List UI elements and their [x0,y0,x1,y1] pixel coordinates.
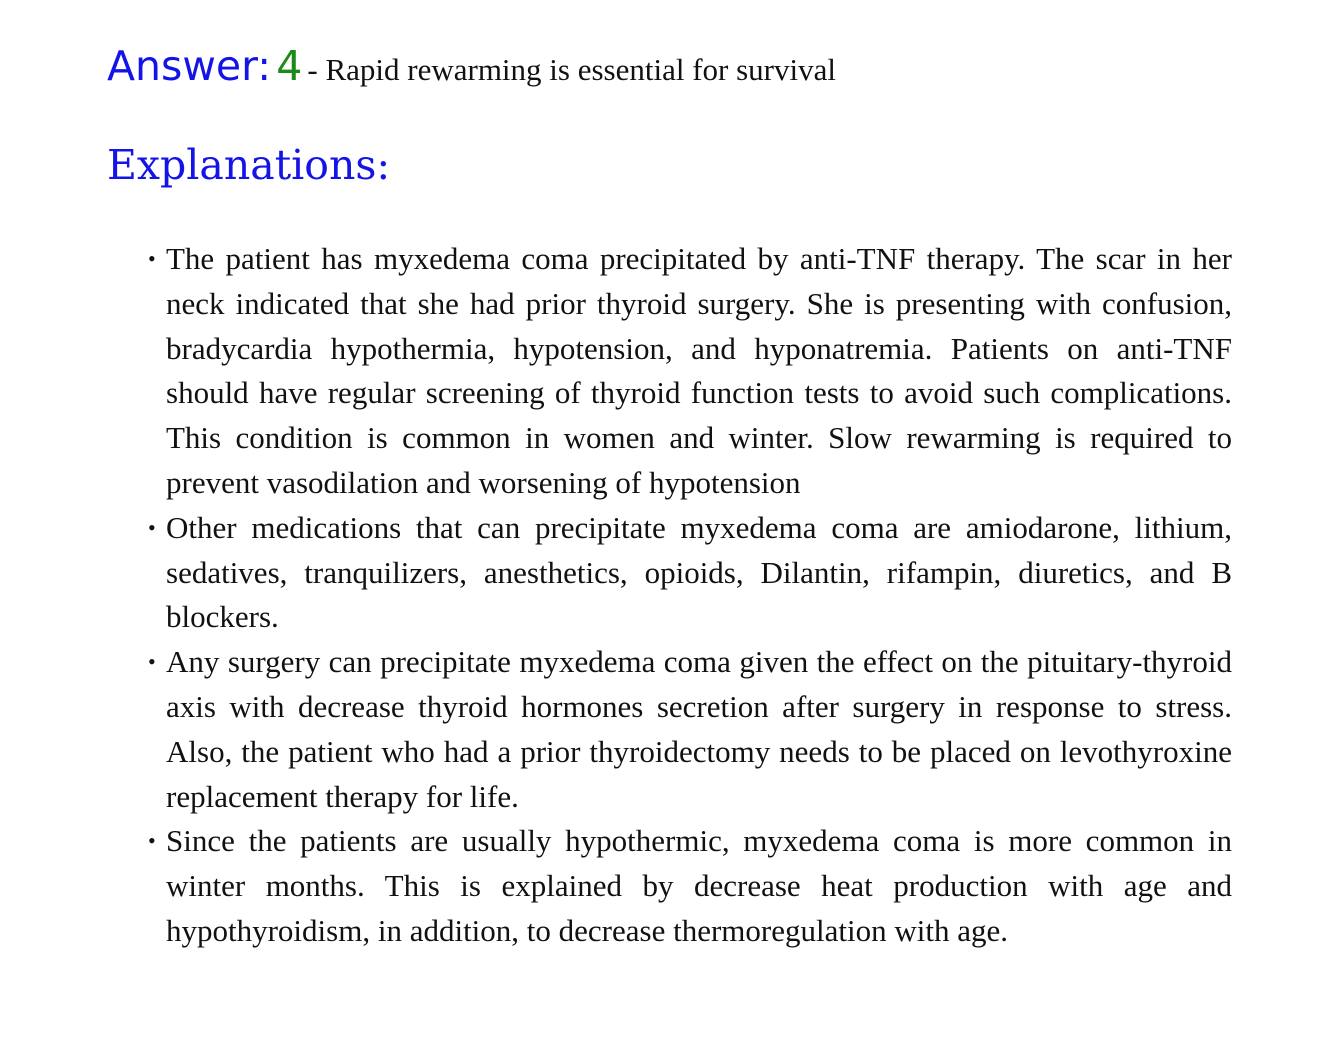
answer-label: Answer: [107,42,272,90]
explanation-text: Other medications that can precipitate myxedema coma are amiodarone, lithium, sedatives, tranquilizers, anesthetics, opioids, Dilantin, rifampin, diuretics, and B blockers. [166,509,1232,635]
bullet-icon: • [148,649,156,675]
answer-text: - Rapid rewarming is essential for survival [307,52,836,87]
explanation-text: Any surgery can precipitate myxedema coma given the effect on the pituitary-thyroid axis with decrease thyroid hormones secretion after surgery in response to stress. Also, the patient who had a prior thyroidectomy needs to be placed on levothyroxine replacement therapy for life. [166,644,1232,814]
bullet-icon: • [148,246,156,271]
explanation-item-4 [148,819,1232,953]
explanation-item-2 [148,506,1232,640]
explanation-item-1 [148,237,1232,506]
answer-line [107,38,1247,103]
answer-number: 4 [276,42,303,90]
bullet-icon: • [148,828,156,854]
bullet-icon: • [148,514,156,540]
explanation-text: The patient has myxedema coma precipitated by anti-TNF therapy. The scar in her neck indicated that she had prior thyroid surgery. She is presenting with confusion, bradycardia hypothermia, hypotension, and hyponatremia. Patients on anti-TNF should have regular screening of thyroid function tests to avoid such complications. This condition is common in women and winter. Slow rewarming is required to prevent vasodilation and worsening of hypotension [166,241,1232,500]
explanations-heading: Explanations: [107,141,391,189]
explanations-list [148,237,1232,954]
explanation-item-3 [148,640,1232,819]
explanation-text: Since the patients are usually hypothermic, myxedema coma is more common in winter months. This is explained by decrease heat production with age and hypothyroidism, in addition, to decrease thermoregulation with age. [166,823,1232,948]
